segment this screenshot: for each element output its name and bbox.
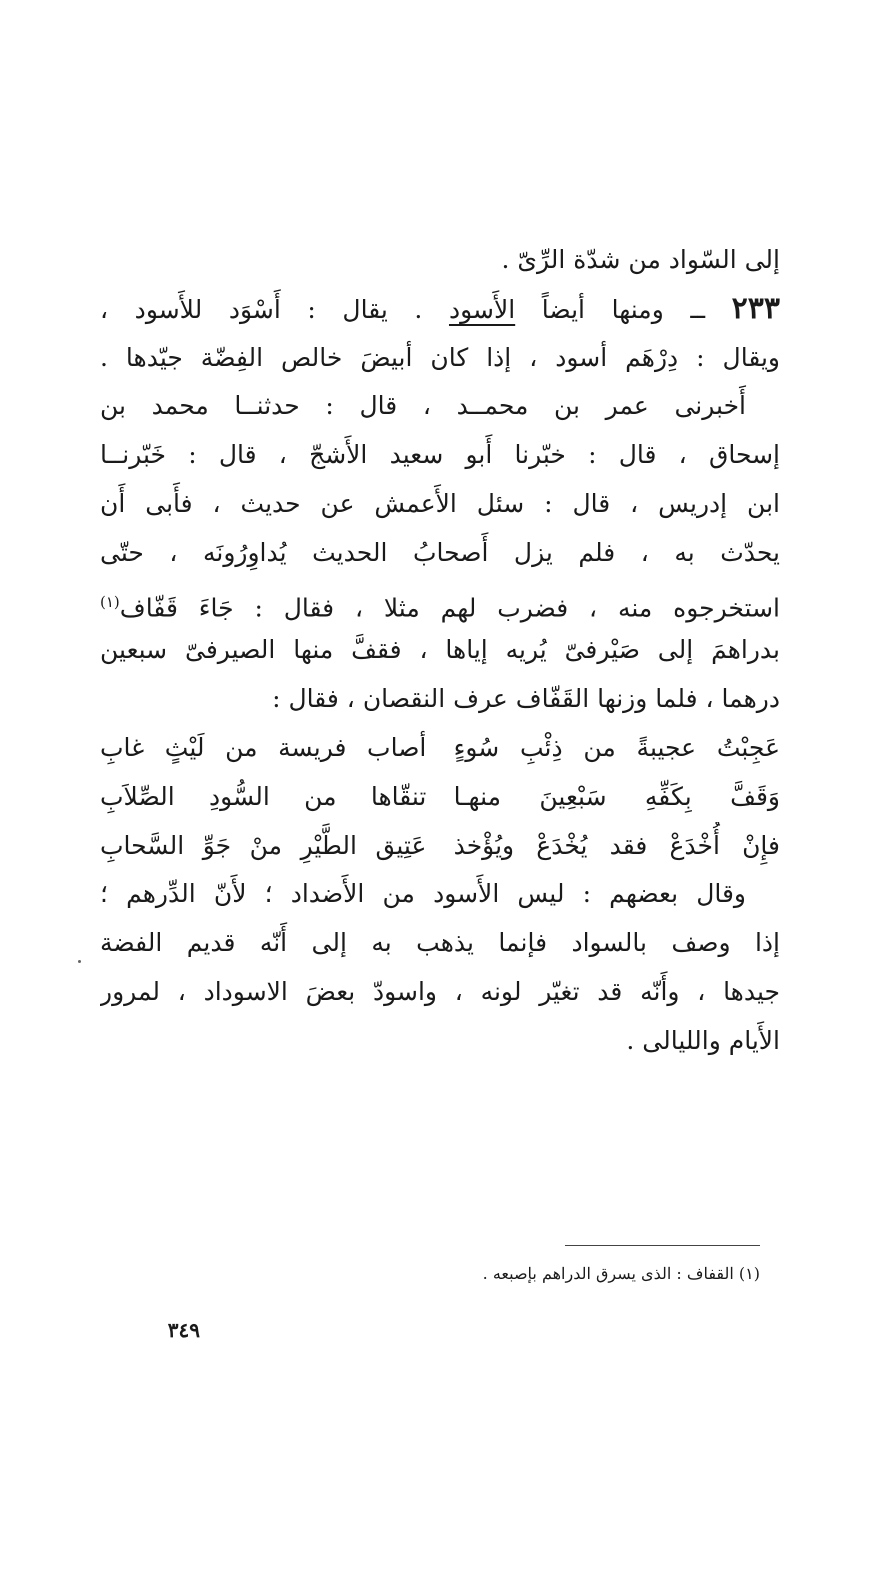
entry-first-line <box>100 285 780 334</box>
text-line: ابن إدريس ، قال : سئل الأَعمش عن حديث ، فأَبى أَن <box>100 488 780 518</box>
print-speck <box>78 960 81 963</box>
text-line: إذا وصف بالسواد فإنما يذهب به إلى أَنّه قديم الفضة <box>100 928 780 958</box>
text-line: جيدها ، وأَنّه قد تغيّر لونه ، واسودّ بعضَ الاسوداد ، لمرور <box>100 976 780 1006</box>
text-line: درهما ، فلما وزنها القَفّاف عرف النقصان ، فقال : <box>272 684 780 714</box>
paragraph-first-line: وقال بعضهم : ليس الأَسود من الأَضداد ؛ لأَنّ الدِّرهم ؛ <box>100 879 746 909</box>
poem-second-hemistich: تنقّاها من السُّودِ الصِّلاَبِ <box>100 781 427 811</box>
entry-text-part: ــ ومنها أيضاً <box>515 294 732 324</box>
text-line: إسحاق ، قال : خبّرنا أَبو سعيد الأَشجّ ، قال : خَبّرنــا <box>100 440 780 470</box>
poem-second-hemistich: عَتِيق الطَّيْرِ منْ جَوِّ السَّحابِ <box>100 830 427 860</box>
text-line: بدراهمَ إلى صَيْرفىّ يُريه إياها ، فقفَّ منها الصيرفىّ سبعين <box>100 635 780 665</box>
entry-headword: الأَسود <box>448 294 516 324</box>
footnote-separator <box>565 1245 760 1246</box>
poem-first-hemistich: عَجِبْتُ عجيبةً من ذِئْبِ سُوءٍ <box>453 732 780 762</box>
text-line: الأَيام والليالى . <box>626 1025 780 1055</box>
footnote: (١) القفاف : الذى يسرق الدراهم بإصبعه . <box>482 1264 760 1283</box>
text-line-with-footnote <box>100 578 780 627</box>
page-number: ٣٤٩ <box>167 1318 200 1342</box>
entry-number: ٢٣٣ <box>731 290 780 326</box>
text-line: إلى السّواد من شدّة الرِّىّ . <box>501 245 780 274</box>
paragraph-first-line: أَخبرنى عمر بن محمــد ، قال : حدثنــا محمد بن <box>100 391 746 421</box>
text-line: ويقال : دِرْهَم أسود ، إذا كان أبيضَ خالص الفِضّة جيّدها . <box>100 342 780 372</box>
main-text <box>100 236 780 1066</box>
footnote-reference: (١) <box>100 592 120 611</box>
text-part: استخرجوه منه ، فضرب لهم مثلا ، فقال : جَاءَ قَفّاف <box>119 592 780 622</box>
poem-verse <box>100 724 780 773</box>
poem-verse <box>100 822 780 871</box>
poem-first-hemistich: وَقَفَّ بِكَفِّهِ سَبْعِينَ منهـا <box>453 781 780 811</box>
poem-second-hemistich: أصاب فريسة من لَيْثٍ غابِ <box>100 732 427 762</box>
entry-text-part: . يقال : أَسْوَد للأَسود ، <box>100 294 449 324</box>
text-line: يحدّث به ، فلم يزل أَصحابُ الحديث يُداوِرُونَه ، حتّى <box>100 537 780 567</box>
poem-first-hemistich: فإِنْ أُخْدَعْ فقد يُخْدَعْ ويُؤْخذ <box>453 830 780 860</box>
poem-verse <box>100 773 780 822</box>
